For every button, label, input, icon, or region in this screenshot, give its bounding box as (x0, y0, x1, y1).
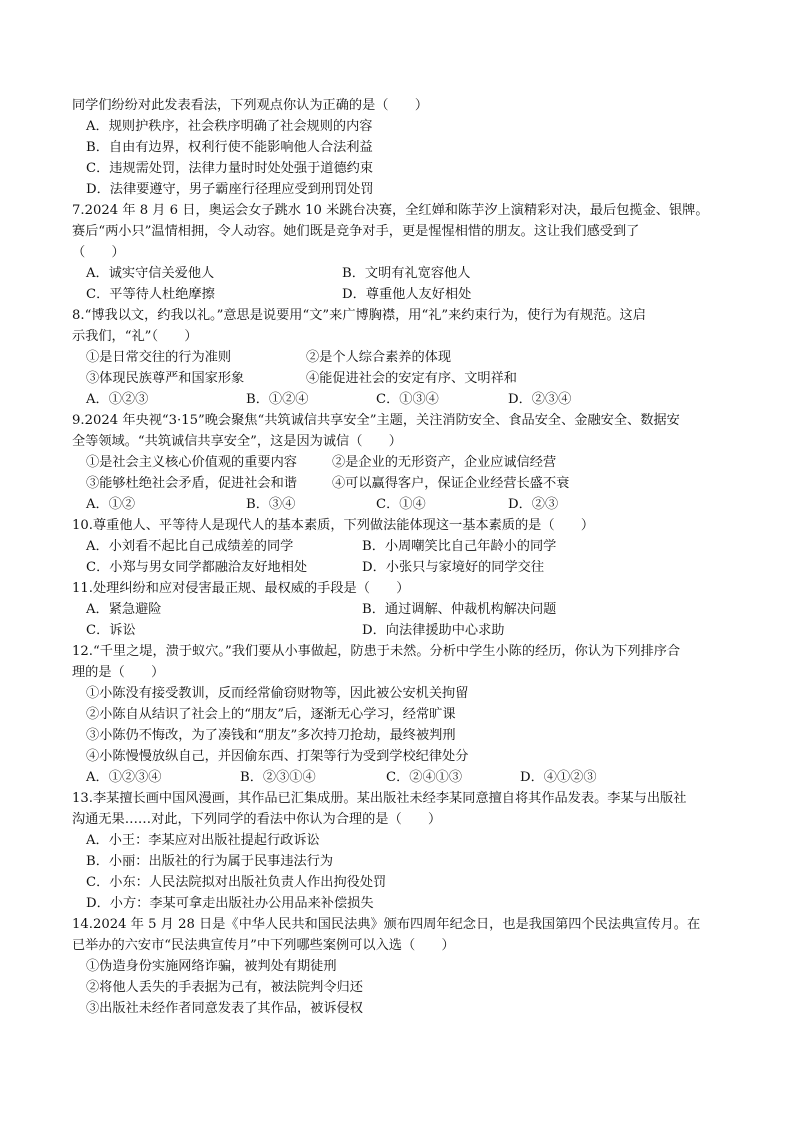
q6-stem: 同学们纷纷对此发表看法，下列观点你认为正确的是（ ） (72, 98, 429, 113)
q7-option-a: A．诚实守信关爱他人 (86, 266, 215, 281)
q14-statement-2: ②将他人丢失的手表据为己有，被法院判令归还 (86, 980, 363, 995)
q10-option-b: B．小周嘲笑比自己年龄小的同学 (362, 539, 557, 554)
q13-option-a: A．小王：李某应对出版社提起行政诉讼 (86, 833, 320, 848)
q6-option-b: B．自由有边界，权利行使不能影响他人合法利益 (86, 140, 373, 155)
q9-statement-2: ②是企业的无形资产，企业应诚信经营 (332, 455, 557, 470)
q12-option-a: A．①②③④ (86, 770, 162, 785)
q6-option-c: C．违规需处罚，法律力量时时处处强于道德约束 (86, 161, 374, 176)
q13-stem-line1: 13.李某擅长画中国风漫画，其作品已汇集成册。某出版社未经李某同意擅自将其作品发表。李某与出版社 (72, 791, 687, 806)
q12-option-b: B．②③①④ (240, 770, 316, 785)
q9-statement-4: ④可以赢得客户，保证企业经营长盛不衰 (332, 476, 570, 491)
q7-stem-line1: 7.2024 年 8 月 6 日，奥运会女子跳水 10 米跳台决赛，全红婵和陈芋汐上演精彩对决，最后包揽金、银牌。 (72, 203, 709, 218)
q10-option-a: A．小刘看不起比自己成绩差的同学 (86, 539, 294, 554)
q10-stem: 10.尊重他人、平等待人是现代人的基本素质，下列做法能体现这一基本素质的是（ ） (72, 518, 595, 533)
q14-stem-line2: 已举办的六安市“民法典宣传月”中下列哪些案例可以入选（ ） (72, 938, 455, 953)
q12-option-c: C．②④①③ (386, 770, 463, 785)
q14-statement-3: ③出版社未经作者同意发表了其作品，被诉侵权 (86, 1001, 363, 1016)
q14-statement-1: ①伪造身份实施网络诈骗，被判处有期徒刑 (86, 959, 337, 974)
q9-option-b: B．③④ (246, 497, 296, 512)
q8-statement-1: ①是日常交往的行为准则 (86, 350, 232, 365)
q9-stem-line1: 9.2024 年央视“3·15”晚会聚焦“共筑诚信共享安全”主题，关注消防安全、食品安全、金融安全、数据安 (72, 413, 680, 428)
q12-statement-2: ②小陈自从结识了社会上的“朋友”后，逐渐无心学习，经常旷课 (86, 707, 456, 722)
q12-stem-line2: 理的是（ ） (72, 665, 165, 680)
q7-stem-line2: 赛后“两小只”温情相拥，令人动容。她们既是竞争对手，更是惺惺相惜的朋友。这让我们感受到了 (72, 224, 640, 239)
q6-option-d: D．法律要遵守，男子霸座行径理应受到刑罚处罚 (86, 182, 374, 197)
q14-stem-line1: 14.2024 年 5 月 28 日是《中华人民共和国民法典》颁布四周年纪念日，也是我国第四个民法典宣传月。在 (72, 917, 701, 932)
q8-stem-line1: 8.“博我以文，约我以礼。”意思是说要用“文”来广博胸襟，用“礼”来约束行为，使行为有规范。这启 (72, 308, 646, 323)
q8-option-a: A．①②③ (86, 392, 149, 407)
q13-option-c: C．小东：人民法院拟对出版社负责人作出拘役处罚 (86, 875, 387, 890)
q8-option-c: C．①③④ (376, 392, 439, 407)
q12-statement-4: ④小陈慢慢放纵自己，并因偷东西、打架等行为受到学校纪律处分 (86, 749, 469, 764)
q6-option-a: A．规则护秩序，社会秩序明确了社会规则的内容 (86, 119, 373, 134)
q11-option-a: A．紧急避险 (86, 602, 162, 617)
q9-option-a: A．①② (86, 497, 136, 512)
q8-option-b: B．①②④ (246, 392, 309, 407)
q13-option-d: D．小方：李某可拿走出版社办公用品来补偿损失 (86, 896, 374, 911)
q11-option-c: C．诉讼 (86, 623, 136, 638)
q9-option-d: D．②③ (508, 497, 559, 512)
q7-option-d: D．尊重他人友好相处 (342, 287, 472, 302)
q8-option-d: D．②③④ (508, 392, 572, 407)
q8-stem-line2: 示我们，“礼”（ ） (72, 329, 198, 344)
q11-stem: 11.处理纠纷和应对侵害最正规、最权威的手段是（ ） (72, 581, 410, 596)
q7-stem-line3: （ ） (72, 245, 125, 260)
q12-option-d: D．④①②③ (520, 770, 597, 785)
q12-statement-1: ①小陈没有接受教训，反而经常偷窃财物等，因此被公安机关拘留 (86, 686, 469, 701)
q8-statement-2: ②是个人综合素养的体现 (306, 350, 452, 365)
q10-option-d: D．小张只与家境好的同学交往 (362, 560, 545, 575)
q10-option-c: C．小郑与男女同学都融洽友好地相处 (86, 560, 308, 575)
q13-stem-line2: 沟通无果……对此，下列同学的看法中你认为合理的是（ ） (72, 812, 442, 827)
q8-statement-4: ④能促进社会的安定有序、文明祥和 (306, 371, 517, 386)
q9-statement-3: ③能够杜绝社会矛盾，促进社会和谐 (86, 476, 297, 491)
q7-option-c: C．平等待人杜绝摩擦 (86, 287, 215, 302)
q13-option-b: B．小丽：出版社的行为属于民事违法行为 (86, 854, 334, 869)
q7-option-b: B．文明有礼宽容他人 (342, 266, 471, 281)
q11-option-b: B．通过调解、仲裁机构解决问题 (362, 602, 557, 617)
q9-statement-1: ①是社会主义核心价值观的重要内容 (86, 455, 297, 470)
q12-stem-line1: 12.“千里之堤，溃于蚁穴。”我们要从小事做起，防患于未然。分析中学生小陈的经历，你认为下列排序合 (72, 644, 681, 659)
q9-stem-line2: 全等领域。“共筑诚信共享安全”，这是因为诚信（ ） (72, 434, 402, 449)
q12-statement-3: ③小陈仍不悔改，为了凑钱和“朋友”多次持刀抢劫，最终被判刑 (86, 728, 456, 743)
q9-option-c: C．①④ (376, 497, 426, 512)
q8-statement-3: ③体现民族尊严和国家形象 (86, 371, 245, 386)
q11-option-d: D．向法律援助中心求助 (362, 623, 505, 638)
